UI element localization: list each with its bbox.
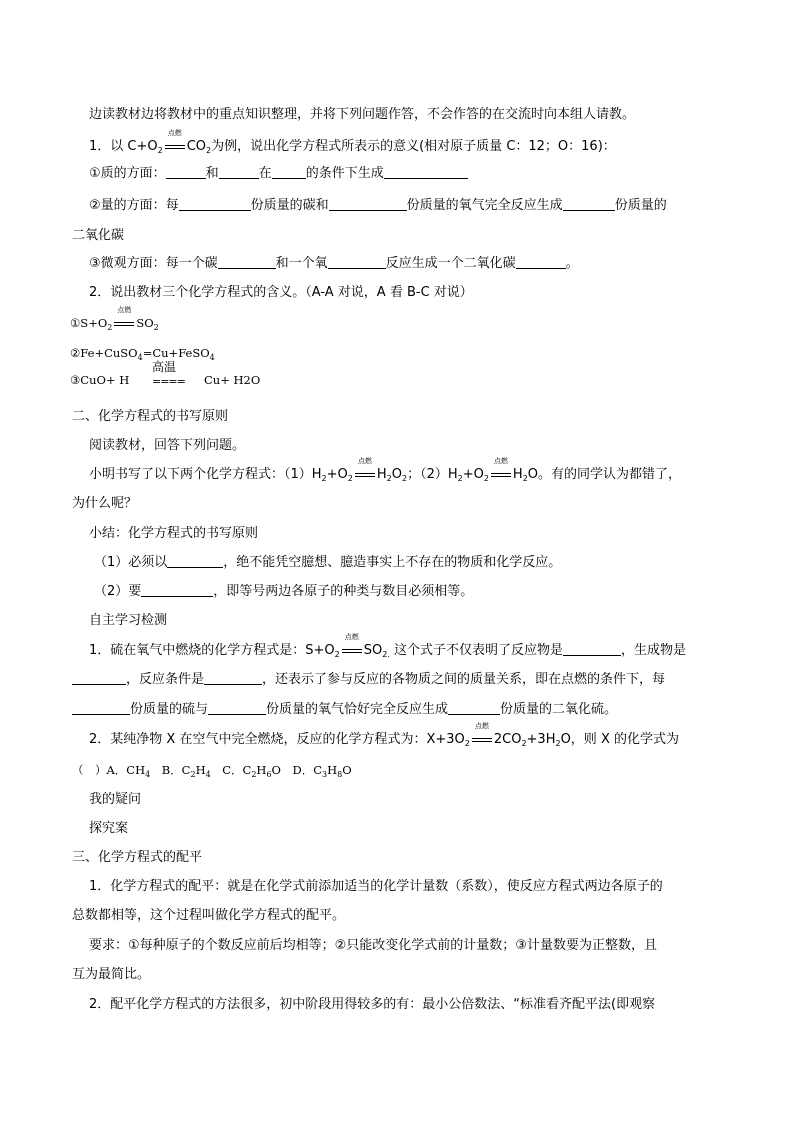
answer-blank[interactable] <box>166 165 206 179</box>
answer-blank[interactable] <box>167 554 223 568</box>
self-check-heading: 自主学习检测 <box>89 613 168 628</box>
check1-line: 1．硫在氧气中燃烧的化学方程式是：$S+O_2$ 点燃 $SO_{2.}$ 这个式子不仅表明了反应物是 ，生成物是 <box>89 633 687 659</box>
answer-blank[interactable] <box>329 197 407 211</box>
q1-quantity-line: ②量的方面：每 份质量的碳和 份质量的氧气完全反应生成 份质量的 <box>89 198 667 213</box>
answer-blank[interactable] <box>208 701 266 715</box>
requirements-wrap: 互为最简比。 <box>72 967 151 982</box>
q2-equation-2: ②Fe+CuSO$_4$=Cu+FeSO$_4$ <box>70 346 215 362</box>
q2-text: 2．说出教材三个化学方程式的含义。（A-A 对说，A 看 B-C 对说） <box>89 285 473 300</box>
principle-1: （1）必须以 ，绝不能凭空臆想、臆造事实上不存在的物质和化学反应。 <box>94 555 562 570</box>
answer-blank[interactable] <box>204 671 262 685</box>
answer-blank[interactable] <box>179 197 251 211</box>
why-line: 为什么呢？ <box>72 496 138 511</box>
answer-blank[interactable] <box>563 642 621 656</box>
answer-blank[interactable] <box>516 255 566 269</box>
check1-line-2: ，反应条件是 ，还表示了参与反应的各物质之间的质量关系，即在点燃的条件下，每 <box>72 671 665 689</box>
requirements-line: 要求：①每种原子的个数反应前后均相等；②只能改变化学式前的计量数；③计量数要为正整数，且 <box>89 938 657 953</box>
answer-blank[interactable] <box>72 701 130 715</box>
answer-blank[interactable] <box>448 701 500 715</box>
answer-blank[interactable] <box>272 165 306 179</box>
answer-blank[interactable] <box>563 197 615 211</box>
condition-mark: 点燃 <box>471 731 493 745</box>
answer-blank[interactable] <box>218 255 276 269</box>
answer-blank[interactable] <box>141 583 213 597</box>
explore-heading: 探究案 <box>89 821 129 836</box>
q2-equation-1: $①S+O_2$ 点燃 $SO_2$ <box>70 306 159 332</box>
answer-blank[interactable] <box>219 165 259 179</box>
check2-line: 2．某纯净物 X 在空气中完全燃烧，反应的化学方程式为：$X+3O_2$ 点燃 $2CO_2+3H_2O$，则 X 的化学式为 <box>89 722 679 748</box>
condition-mark: 点燃 <box>341 642 363 656</box>
q1-quality-line: ①质的方面： 和 在 的条件下生成 <box>89 165 468 183</box>
section3-heading: 三、化学方程式的配平 <box>72 850 203 865</box>
q1-micro-line: ③微观方面：每一个碳 和一个氧 反应生成一个二氧化碳 。 <box>89 256 579 271</box>
condition-mark: 点燃 <box>113 315 135 329</box>
principle-2: （2）要 ，即等号两边各原子的种类与数目必须相等。 <box>94 584 474 599</box>
answer-blank[interactable] <box>384 165 468 179</box>
doubt-heading: 我的疑问 <box>89 792 142 807</box>
q1-quantity-wrap: 二氧化碳 <box>72 228 125 243</box>
answer-blank[interactable] <box>328 255 386 269</box>
check1-line-3: 份质量的硫与 份质量的氧气恰好完全反应生成 份质量的二氧化硫。 <box>72 701 617 719</box>
read-instruction: 阅读教材，回答下列问题。 <box>89 438 246 453</box>
condition-mark: 点燃 <box>490 466 512 480</box>
balance-definition: 1．化学方程式的配平：就是在化学式前添加适当的化学计量数（系数），使反应方程式两边各原子的 <box>89 879 663 894</box>
q1-line: 1．以 $C+O_2$ 点燃 $CO_2$为例，说出化学方程式所表示的意义(相对原子质量 C：12；O：16)： <box>89 129 616 155</box>
check2-options: （ ）A．$CH_4$ B．$C_2H_4$ C．$C_2H_6O$ D．$C_3H_8O$ <box>72 763 352 779</box>
condition-mark: 点燃 <box>164 138 186 152</box>
answer-blank[interactable] <box>72 671 126 685</box>
section2-heading: 二、化学方程式的书写原则 <box>72 409 229 424</box>
summary-heading: 小结：化学方程式的书写原则 <box>89 526 259 541</box>
xiaoming-line: 小明书写了以下两个化学方程式：$(1)H_2+O_2$ 点燃 $H_2O_2$；$(2)H_2+O_2$ 点燃 $H_2O$。有的同学认为都错了， <box>89 457 682 483</box>
condition-mark: 点燃 <box>354 466 376 480</box>
balance-definition-wrap: 总数都相等，这个过程叫做化学方程式的配平。 <box>72 908 346 923</box>
intro-text: 边读教材边将教材中的重点知识整理，并将下列问题作答，不会作答的在交流时向本组人请教。 <box>89 107 636 122</box>
balance-methods: 2．配平化学方程式的方法很多，初中阶段用得较多的有：最小公倍数法、“标准看齐配平法(即观察 <box>89 997 656 1012</box>
